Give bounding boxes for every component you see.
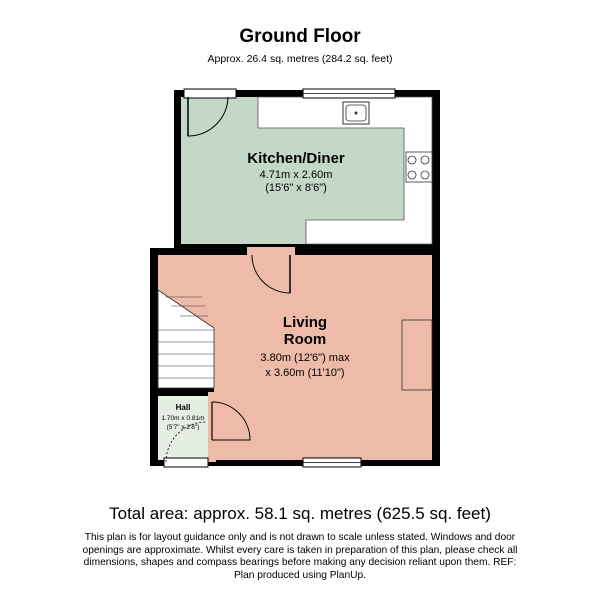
floor-title: Ground Floor — [239, 26, 361, 47]
hall-dim-metric: 1.70m x 0.81m — [161, 415, 205, 422]
living-dim-1: 3.80m (12'6") max — [260, 352, 350, 364]
kitchen-dim-metric: 4.71m x 2.60m — [259, 169, 333, 181]
disclaimer: This plan is for layout guidance only and is not drawn to scale unless stated. Windows and door openings are approximate. Whilst every care is taken in preparation of this plan, please check all dimensions, shapes and compass bearings before making any decision reliant upon them. REF: Plan produced using PlanUp. — [82, 532, 518, 581]
total-area: Total area: approx. 58.1 sq. metres (625.5 sq. feet) — [109, 504, 491, 523]
floor-area: Approx. 26.4 sq. metres (284.2 sq. feet) — [207, 53, 393, 65]
chimney-breast — [402, 320, 432, 390]
hall-name: Hall — [175, 403, 191, 412]
living-name-1: Living — [282, 314, 328, 331]
hob-icon — [406, 152, 432, 182]
back-door-frame — [184, 89, 236, 98]
kitchen-dim-imperial: (15'6" x 8'6") — [265, 182, 327, 194]
living-dim-2: x 3.60m (11'10") — [265, 367, 345, 379]
kitchen-name: Kitchen/Diner — [247, 150, 345, 167]
living-name-2: Room — [283, 331, 327, 348]
front-door-frame — [164, 458, 208, 467]
kitchen-diner — [181, 89, 432, 244]
hall-dim-imperial: (5'7" x 2'8") — [166, 424, 200, 431]
